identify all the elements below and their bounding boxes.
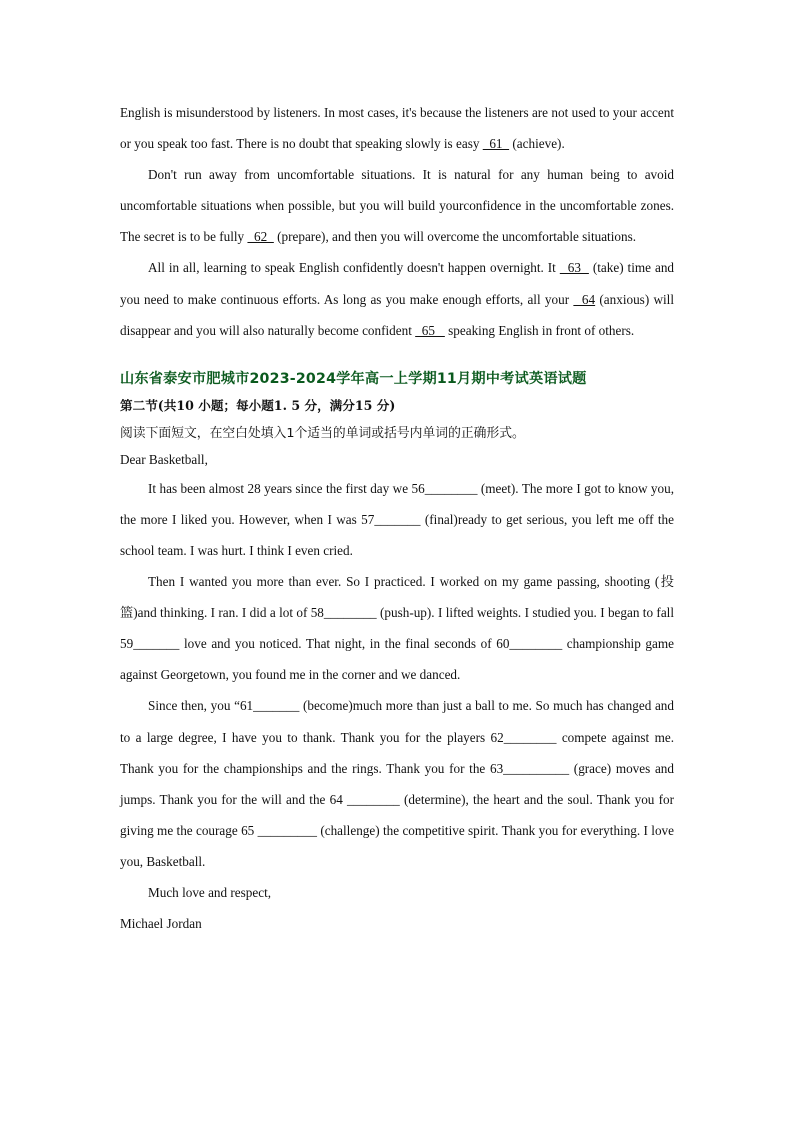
blank-64: 64 bbox=[573, 291, 596, 307]
document-page bbox=[120, 97, 674, 939]
paragraph-uncomfortable: Don't run away from uncomfortable situations. It is natural for any human being to avoid uncomfortable situations when possible, but you will build yourconfidence in the uncomfortable zones. The secret is to be fully 62 (prepare), and then you will overcome the uncomfortable situations. bbox=[120, 167, 674, 245]
blank-65: 65 bbox=[415, 322, 445, 338]
section-subtitle: 第二节(共10 小题；每小题1. 5 分，满分15 分) bbox=[120, 397, 396, 413]
paragraph-all-in-all: All in all, learning to speak English confidently doesn't happen overnight. It 63 (take) time and you need to make continuous efforts. As long as you make enough efforts, all your 64 (anxious) will disappear and you will also naturally become confident 65 speaking English in front of others. bbox=[120, 260, 675, 338]
instruction: 阅读下面短文，在空白处填入1个适当的单词或括号内单词的正确形式。 bbox=[120, 425, 525, 441]
letter-paragraph-2: Then I wanted you more than ever. So I practiced. I worked on my game passing, shooting (投篮)and thinking. I ran. I did a lot of 58________ (push-up). I lifted weights. I studied you. I began to fall 59_______ love and you noticed. That night, in the final seconds of 60________ championship game against Georgetown, you found me in the corner and we danced. bbox=[120, 574, 674, 683]
letter-closing: Much love and respect, bbox=[148, 884, 272, 900]
blank-63: 63 bbox=[559, 260, 589, 276]
letter-paragraph-1: It has been almost 28 years since the first day we 56________ (meet). The more I got to know you, the more I liked you. However, when I was 57_______ (final)ready to get serious, you left me off the school team. I was hurt. I think I even cried. bbox=[120, 480, 674, 558]
blank-61: 61 bbox=[482, 136, 510, 152]
section-spacer bbox=[120, 346, 674, 369]
exam-title: 山东省泰安市肥城市2023-2024学年高一上学期11月期中考试英语试题 bbox=[120, 370, 587, 387]
letter-paragraph-3: Since then, you “61_______ (become)much more than just a ball to me. So much has changed and to a large degree, I have you to thank. Thank you for the players 62________ compete against me. Thank you for the championships and the rings. Thank you for the 63__________ (grace) moves and jumps. Thank you for the will and the 64 ________ (determine), the heart and the soul. Thank you for giving me the courage 65 _________ (challenge) the competitive spirit. Thank you for everything. I love you, Basketball. bbox=[120, 698, 674, 869]
letter-greeting: Dear Basketball, bbox=[120, 451, 208, 467]
paragraph-accent: English is misunderstood by listeners. In most cases, it's because the listeners are not used to your accent or you speak too fast. There is no doubt that speaking slowly is easy 61 (achieve). bbox=[120, 105, 674, 152]
blank-62: 62 bbox=[247, 229, 274, 245]
letter-signature: Michael Jordan bbox=[120, 916, 202, 932]
